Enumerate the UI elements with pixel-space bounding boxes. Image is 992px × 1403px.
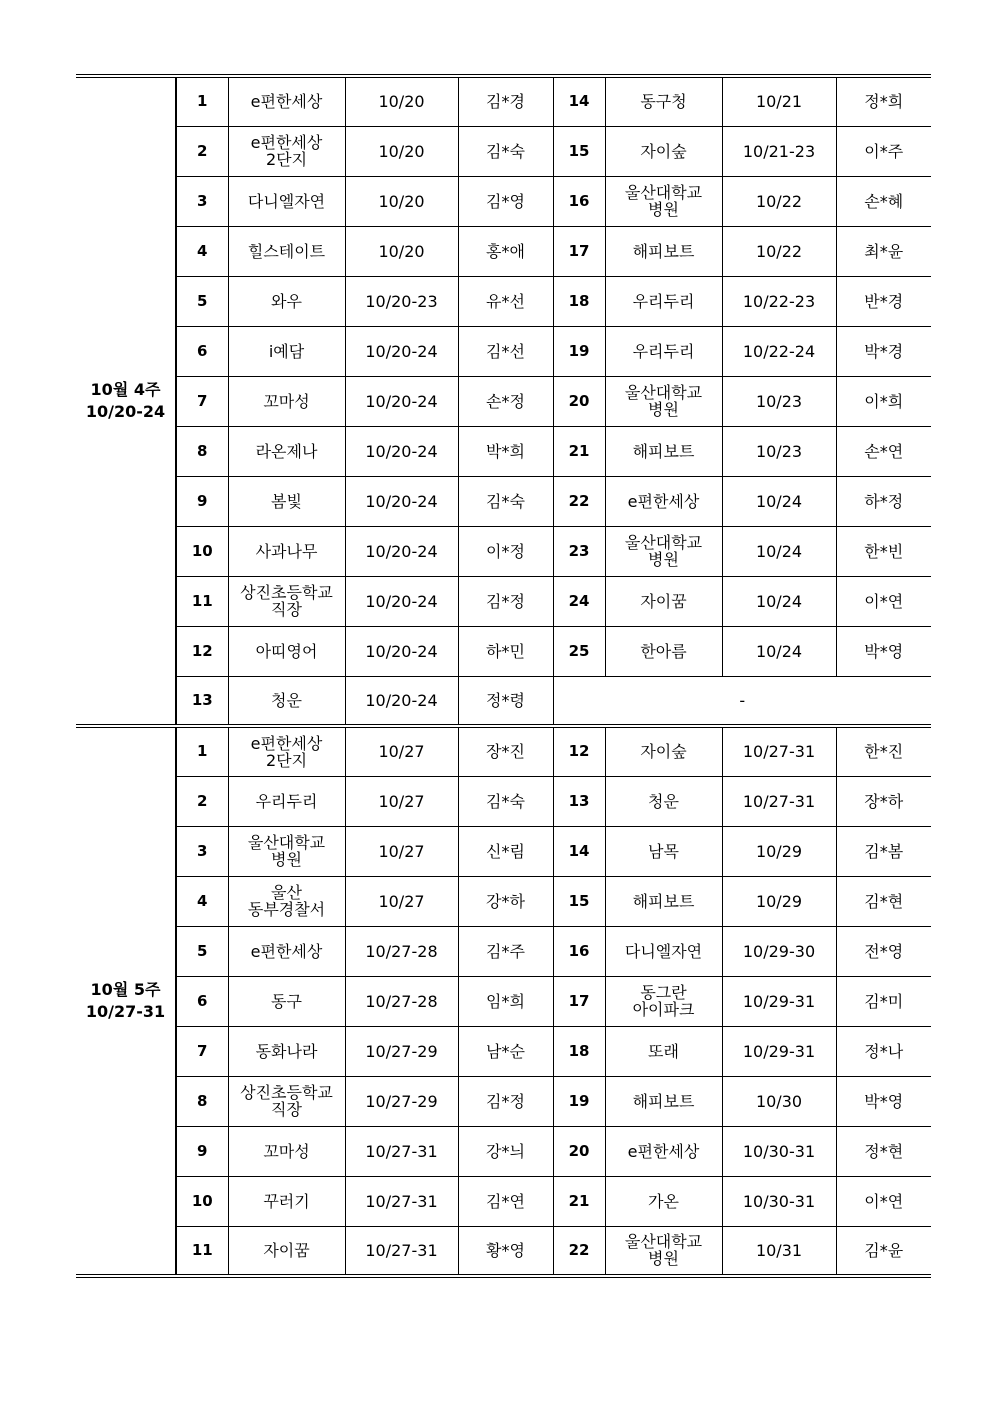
entry-person: 전*영	[836, 926, 931, 976]
facility-name	[228, 226, 345, 276]
facility-name	[605, 276, 722, 326]
table-row	[76, 726, 931, 776]
facility-name-line: 동화나라	[255, 1041, 318, 1061]
entry-number: 8	[176, 1076, 228, 1126]
table-row	[76, 1126, 931, 1176]
facility-name-line: 가온	[648, 1191, 679, 1211]
week-label	[76, 76, 176, 726]
entry-date: 10/29-31	[722, 1026, 836, 1076]
entry-number: 21	[553, 1176, 605, 1226]
entry-date: 10/20	[345, 226, 458, 276]
entry-person: 강*늬	[458, 1126, 553, 1176]
entry-number: 4	[176, 876, 228, 926]
entry-number: 5	[176, 276, 228, 326]
entry-date: 10/22-23	[722, 276, 836, 326]
facility-name	[228, 76, 345, 126]
facility-name-line: 동구청	[640, 92, 687, 112]
entry-person: 김*정	[458, 576, 553, 626]
entry-date: 10/29-31	[722, 976, 836, 1026]
facility-name	[605, 1226, 722, 1276]
entry-person: 정*나	[836, 1026, 931, 1076]
entry-person: 김*숙	[458, 776, 553, 826]
facility-name-line: 2단지	[265, 750, 308, 770]
week-range: 10/27-31	[85, 1002, 166, 1021]
entry-date: 10/24	[722, 626, 836, 676]
facility-name-line: 우리두리	[632, 291, 695, 311]
facility-name	[605, 226, 722, 276]
facility-name	[228, 826, 345, 876]
entry-date: 10/29	[722, 826, 836, 876]
facility-name-line: 봄빛	[271, 491, 302, 511]
facility-name	[228, 1076, 345, 1126]
entry-person: 하*정	[836, 476, 931, 526]
facility-name-line: 또래	[648, 1041, 679, 1061]
entry-person: 한*진	[836, 726, 931, 776]
entry-number: 8	[176, 426, 228, 476]
entry-date: 10/27-28	[345, 926, 458, 976]
facility-name	[605, 476, 722, 526]
entry-number: 12	[176, 626, 228, 676]
entry-date: 10/27	[345, 826, 458, 876]
entry-number: 16	[553, 926, 605, 976]
facility-name-line: 울산대학교	[624, 183, 703, 202]
facility-name-line: 병원	[648, 550, 679, 569]
facility-name	[605, 926, 722, 976]
entry-date: 10/27-29	[345, 1076, 458, 1126]
entry-person: 남*순	[458, 1026, 553, 1076]
table-row	[76, 1226, 931, 1276]
entry-number: 13	[176, 676, 228, 726]
entry-date: 10/22	[722, 176, 836, 226]
facility-name-line: 꼬마성	[263, 1141, 310, 1161]
week-label	[76, 726, 176, 1276]
facility-name-line: e편한세상	[627, 1141, 700, 1161]
entry-person: 손*연	[836, 426, 931, 476]
entry-person: 이*연	[836, 576, 931, 626]
table-row	[76, 326, 931, 376]
entry-number: 1	[176, 76, 228, 126]
facility-name-line: 사과나무	[255, 541, 318, 561]
facility-name	[605, 76, 722, 126]
entry-person: 박*영	[836, 626, 931, 676]
entry-person: 김*영	[458, 176, 553, 226]
entry-date: 10/30-31	[722, 1176, 836, 1226]
facility-name-line: 꼬마성	[263, 391, 310, 411]
facility-name-line: 자이꿈	[640, 591, 687, 611]
entry-number: 10	[176, 1176, 228, 1226]
facility-name-line: 해피보트	[632, 241, 695, 261]
facility-name-line: 힐스테이트	[247, 241, 326, 261]
facility-name	[228, 376, 345, 426]
entry-person: 임*희	[458, 976, 553, 1026]
facility-name-line: 울산대학교	[624, 1232, 703, 1252]
entry-person: 김*선	[458, 326, 553, 376]
week-title: 10월 5주	[90, 980, 161, 999]
facility-name-line: 자이꿈	[263, 1240, 310, 1260]
facility-name	[228, 326, 345, 376]
entry-date: 10/20	[345, 176, 458, 226]
facility-name	[605, 426, 722, 476]
entry-date: 10/24	[722, 526, 836, 576]
facility-name	[605, 576, 722, 626]
entry-number: 2	[176, 776, 228, 826]
entry-date: 10/20-23	[345, 276, 458, 326]
entry-date: 10/27-31	[345, 1176, 458, 1226]
table-row	[76, 676, 931, 726]
entry-date: 10/27-31	[722, 726, 836, 776]
facility-name	[605, 1126, 722, 1176]
facility-name	[605, 876, 722, 926]
facility-name	[228, 126, 345, 176]
entry-date: 10/20-24	[345, 326, 458, 376]
entry-person: 이*희	[836, 376, 931, 426]
entry-date: 10/27-31	[345, 1126, 458, 1176]
facility-name	[228, 1176, 345, 1226]
entry-date: 10/22	[722, 226, 836, 276]
entry-person: 장*진	[458, 726, 553, 776]
facility-name	[228, 626, 345, 676]
entry-number: 7	[176, 376, 228, 426]
entry-person: 반*경	[836, 276, 931, 326]
table-row	[76, 426, 931, 476]
facility-name	[605, 726, 722, 776]
facility-name	[228, 576, 345, 626]
facility-name-line: 해피보트	[632, 891, 695, 911]
entry-number: 18	[553, 276, 605, 326]
table-row	[76, 176, 931, 226]
entry-number: 12	[553, 726, 605, 776]
entry-number: 9	[176, 1126, 228, 1176]
facility-name	[228, 1126, 345, 1176]
facility-name-line: 자이숲	[640, 742, 687, 762]
facility-name	[605, 1026, 722, 1076]
facility-name-line: e편한세상	[250, 733, 323, 753]
entry-date: 10/29	[722, 876, 836, 926]
entry-person: 박*영	[836, 1076, 931, 1126]
entry-number: 22	[553, 476, 605, 526]
facility-name-line: i예담	[268, 341, 305, 361]
facility-name	[605, 376, 722, 426]
facility-name	[605, 176, 722, 226]
facility-name	[228, 176, 345, 226]
entry-date: 10/27	[345, 876, 458, 926]
facility-name-line: 직장	[271, 1100, 302, 1119]
entry-number: 23	[553, 526, 605, 576]
table-row	[76, 1026, 931, 1076]
facility-name-line: 상진초등학교	[240, 1083, 333, 1102]
entry-number: 6	[176, 326, 228, 376]
table-row	[76, 1176, 931, 1226]
facility-name-line: 청운	[271, 690, 302, 710]
facility-name-line: e편한세상	[250, 133, 323, 152]
entry-date: 10/20	[345, 126, 458, 176]
table-row	[76, 776, 931, 826]
entry-date: 10/27-29	[345, 1026, 458, 1076]
entry-person: 이*연	[836, 1176, 931, 1226]
entry-number: 17	[553, 226, 605, 276]
entry-number: 14	[553, 826, 605, 876]
entry-date: 10/30-31	[722, 1126, 836, 1176]
table-row	[76, 626, 931, 676]
facility-name-line: 2단지	[265, 150, 308, 169]
table-row	[76, 226, 931, 276]
entry-person: 홍*애	[458, 226, 553, 276]
entry-number: 19	[553, 326, 605, 376]
entry-number: 19	[553, 1076, 605, 1126]
entry-date: 10/27-28	[345, 976, 458, 1026]
entry-date: 10/23	[722, 376, 836, 426]
entry-person: 하*민	[458, 626, 553, 676]
entry-date: 10/20-24	[345, 376, 458, 426]
facility-name-line: e편한세상	[627, 491, 700, 511]
entry-person: 장*하	[836, 776, 931, 826]
facility-name-line: e편한세상	[250, 941, 323, 961]
entry-person: 신*림	[458, 826, 553, 876]
facility-name-line: 다니엘자연	[624, 941, 703, 961]
entry-number: 15	[553, 876, 605, 926]
entry-date: 10/22-24	[722, 326, 836, 376]
entry-person: 손*혜	[836, 176, 931, 226]
entry-date: 10/20-24	[345, 576, 458, 626]
facility-name	[228, 926, 345, 976]
table-row	[76, 126, 931, 176]
table-row	[76, 526, 931, 576]
entry-date: 10/27	[345, 726, 458, 776]
table-row	[76, 276, 931, 326]
facility-name-line: 와우	[271, 291, 302, 311]
entry-person: 김*미	[836, 976, 931, 1026]
facility-name	[605, 526, 722, 576]
facility-name	[228, 526, 345, 576]
entry-number: 7	[176, 1026, 228, 1076]
entry-person: 김*현	[836, 876, 931, 926]
week-range: 10/20-24	[85, 402, 166, 421]
entry-date: 10/31	[722, 1226, 836, 1276]
entry-date: 10/27	[345, 776, 458, 826]
entry-date: 10/24	[722, 576, 836, 626]
entry-person: 박*희	[458, 426, 553, 476]
entry-date: 10/23	[722, 426, 836, 476]
entry-date: 10/20-24	[345, 626, 458, 676]
facility-name-line: 울산대학교	[247, 833, 326, 852]
entry-person: 유*선	[458, 276, 553, 326]
facility-name	[605, 826, 722, 876]
entry-person: 정*희	[836, 76, 931, 126]
schedule-table	[76, 74, 931, 1278]
entry-number: 9	[176, 476, 228, 526]
entry-number: 20	[553, 376, 605, 426]
entry-person: 이*주	[836, 126, 931, 176]
entry-number: 3	[176, 826, 228, 876]
entry-person: 이*정	[458, 526, 553, 576]
entry-number: 17	[553, 976, 605, 1026]
facility-name-line: 남목	[648, 841, 679, 861]
facility-name	[605, 1176, 722, 1226]
facility-name-line: 울산	[271, 883, 302, 902]
table-row	[76, 476, 931, 526]
entry-date: 10/24	[722, 476, 836, 526]
facility-name	[228, 976, 345, 1026]
facility-name-line: 라온제나	[255, 441, 318, 461]
entry-number: 11	[176, 1226, 228, 1276]
entry-person: 손*정	[458, 376, 553, 426]
entry-date: 10/21	[722, 76, 836, 126]
entry-number: 16	[553, 176, 605, 226]
facility-name-line: 동부경찰서	[247, 900, 326, 919]
facility-name-line: 울산대학교	[624, 533, 703, 552]
entry-number: 6	[176, 976, 228, 1026]
facility-name	[605, 776, 722, 826]
entry-number: 18	[553, 1026, 605, 1076]
entry-person: 김*숙	[458, 126, 553, 176]
facility-name-line: 우리두리	[632, 341, 695, 361]
entry-person: 김*연	[458, 1176, 553, 1226]
facility-name	[605, 626, 722, 676]
facility-name-line: 병원	[271, 850, 302, 869]
entry-date: 10/29-30	[722, 926, 836, 976]
entry-person: 김*정	[458, 1076, 553, 1126]
facility-name	[605, 126, 722, 176]
entry-number: 4	[176, 226, 228, 276]
empty-cell: -	[553, 676, 931, 726]
facility-name	[605, 326, 722, 376]
facility-name	[228, 476, 345, 526]
entry-date: 10/27-31	[345, 1226, 458, 1276]
table-row	[76, 876, 931, 926]
entry-date: 10/20-24	[345, 676, 458, 726]
entry-person: 김*윤	[836, 1226, 931, 1276]
entry-person: 김*봄	[836, 826, 931, 876]
table-row	[76, 76, 931, 126]
entry-number: 21	[553, 426, 605, 476]
entry-number: 2	[176, 126, 228, 176]
entry-number: 5	[176, 926, 228, 976]
entry-date: 10/27-31	[722, 776, 836, 826]
facility-name	[605, 1076, 722, 1126]
entry-date: 10/20	[345, 76, 458, 126]
table-row	[76, 826, 931, 876]
table-row	[76, 976, 931, 1026]
entry-number: 14	[553, 76, 605, 126]
facility-name	[228, 776, 345, 826]
facility-name-line: 한아름	[640, 641, 687, 661]
table-row	[76, 376, 931, 426]
facility-name-line: 병원	[648, 400, 679, 419]
entry-date: 10/30	[722, 1076, 836, 1126]
entry-number: 22	[553, 1226, 605, 1276]
entry-number: 25	[553, 626, 605, 676]
entry-person: 정*현	[836, 1126, 931, 1176]
entry-number: 10	[176, 526, 228, 576]
facility-name	[228, 1026, 345, 1076]
entry-number: 1	[176, 726, 228, 776]
entry-person: 김*숙	[458, 476, 553, 526]
entry-date: 10/20-24	[345, 526, 458, 576]
table-row	[76, 926, 931, 976]
week-title: 10월 4주	[90, 380, 161, 399]
facility-name	[605, 976, 722, 1026]
entry-person: 김*주	[458, 926, 553, 976]
entry-number: 24	[553, 576, 605, 626]
facility-name-line: 자이숲	[640, 141, 687, 161]
entry-date: 10/21-23	[722, 126, 836, 176]
facility-name-line: 동구	[271, 991, 302, 1011]
facility-name-line: 다니엘자연	[247, 191, 326, 211]
entry-person: 한*빈	[836, 526, 931, 576]
facility-name-line: 동그란	[640, 983, 687, 1002]
facility-name	[228, 426, 345, 476]
entry-date: 10/20-24	[345, 476, 458, 526]
facility-name-line: 상진초등학교	[240, 583, 333, 602]
entry-person: 박*경	[836, 326, 931, 376]
facility-name-line: 해피보트	[632, 1091, 695, 1111]
facility-name-line: 병원	[648, 1249, 679, 1269]
facility-name-line: 직장	[271, 600, 302, 619]
facility-name-line: 우리두리	[255, 791, 318, 811]
entry-person: 정*령	[458, 676, 553, 726]
entry-number: 15	[553, 126, 605, 176]
facility-name-line: 꾸러기	[263, 1191, 310, 1211]
facility-name-line: e편한세상	[250, 92, 323, 112]
entry-number: 3	[176, 176, 228, 226]
facility-name-line: 병원	[648, 200, 679, 219]
facility-name-line: 해피보트	[632, 441, 695, 461]
facility-name-line: 아이파크	[632, 1000, 695, 1019]
facility-name-line: 아띠영어	[255, 641, 318, 661]
facility-name-line: 울산대학교	[624, 383, 703, 402]
facility-name	[228, 876, 345, 926]
facility-name	[228, 1226, 345, 1276]
entry-person: 강*하	[458, 876, 553, 926]
facility-name-line: 청운	[648, 791, 679, 811]
facility-name	[228, 276, 345, 326]
entry-person: 황*영	[458, 1226, 553, 1276]
facility-name	[228, 726, 345, 776]
entry-number: 13	[553, 776, 605, 826]
entry-person: 최*윤	[836, 226, 931, 276]
entry-number: 11	[176, 576, 228, 626]
table-row	[76, 1076, 931, 1126]
entry-date: 10/20-24	[345, 426, 458, 476]
table-row	[76, 576, 931, 626]
entry-person: 김*경	[458, 76, 553, 126]
entry-number: 20	[553, 1126, 605, 1176]
facility-name	[228, 676, 345, 726]
